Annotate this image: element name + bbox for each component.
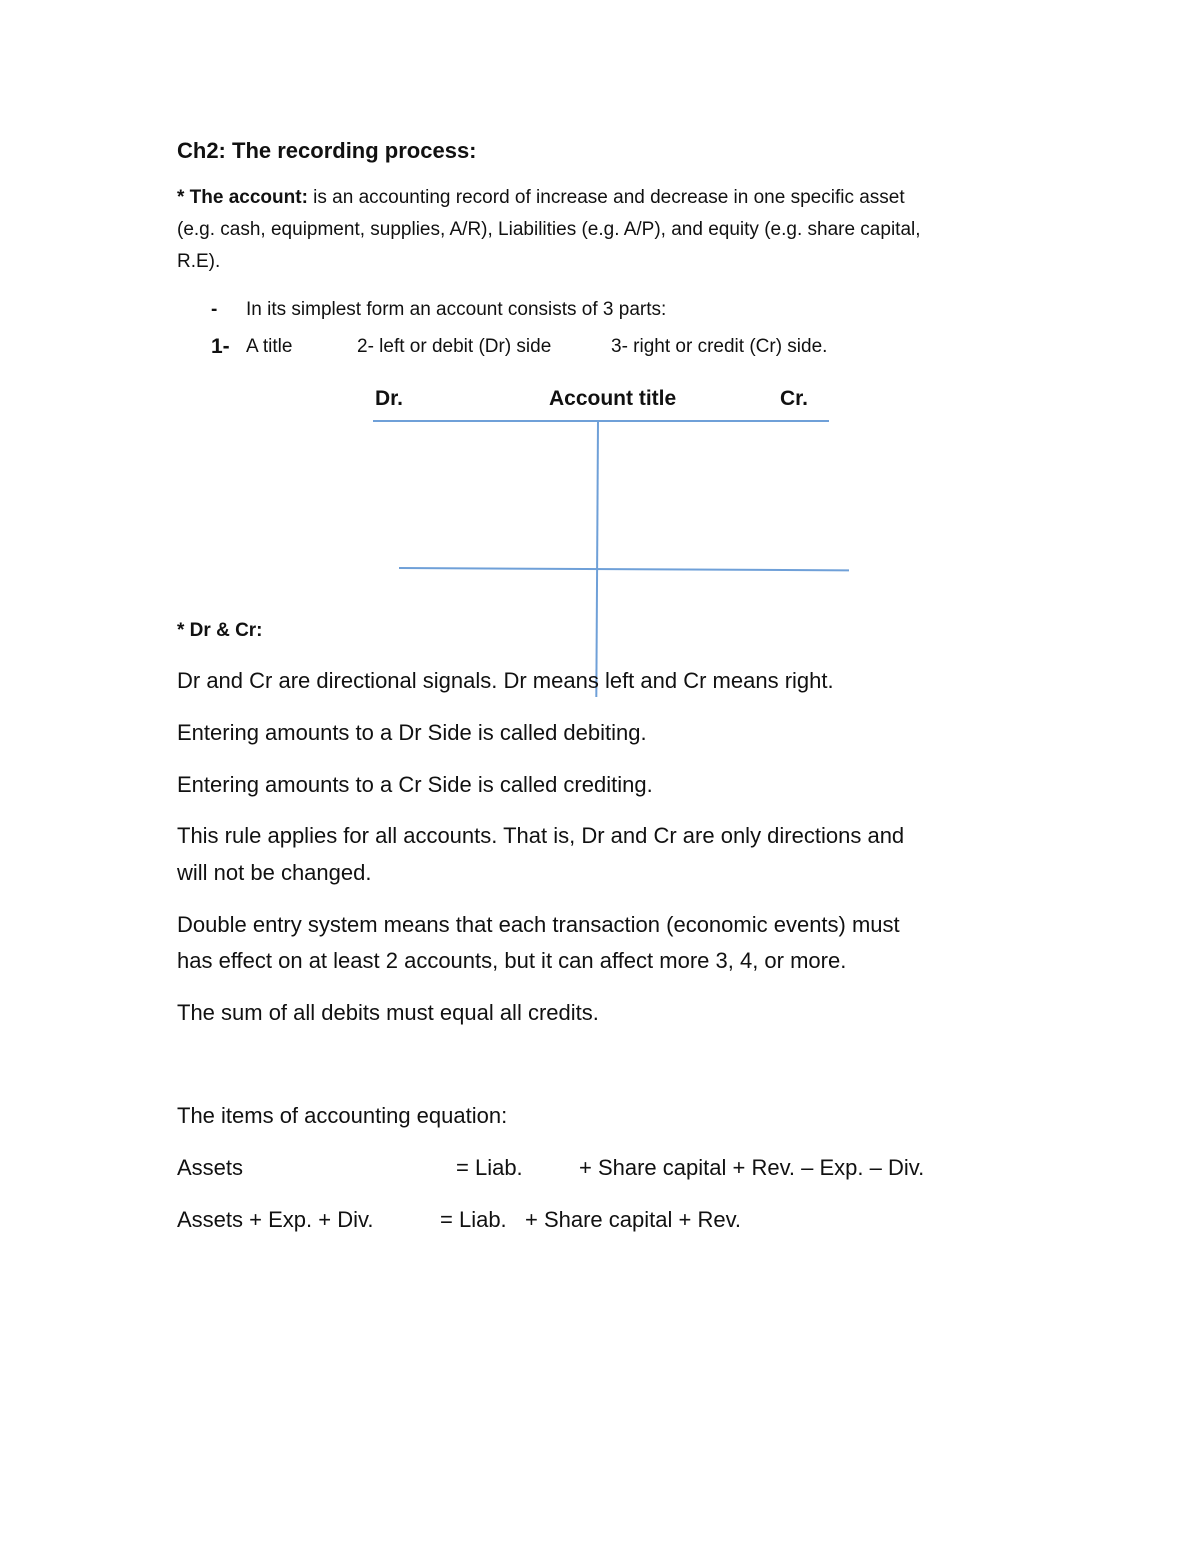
equation-heading: The items of accounting equation: [177, 1103, 508, 1128]
t-account-middle-rule [399, 567, 849, 571]
account-term: * The account: [177, 187, 308, 208]
t-account-title: Account title [549, 387, 677, 410]
t-account-cr-label: Cr. [780, 387, 809, 410]
account-definition-line1 [177, 187, 905, 209]
drcr-heading: * Dr & Cr: [177, 620, 263, 641]
drcr-paragraph-6: The sum of all debits must equal all credits. [177, 1000, 599, 1025]
drcr-paragraph-5-line2: has effect on at least 2 accounts, but it can affect more 3, 4, or more. [177, 948, 847, 973]
equation-row1-left: Assets [177, 1155, 244, 1180]
equation-row2-right: + Share capital + Rev. [525, 1207, 742, 1232]
t-account-top-rule [373, 420, 829, 422]
account-definition-text: is an accounting record of increase and decrease in one specific asset [307, 187, 905, 208]
part-debit-side: 2- left or debit (Dr) side [357, 336, 552, 357]
list-number: 1- [211, 335, 230, 358]
drcr-paragraph-4-line2: will not be changed. [177, 860, 372, 885]
t-account-vertical-rule [595, 421, 599, 697]
drcr-paragraph-1: Dr and Cr are directional signals. Dr means left and Cr means right. [177, 668, 834, 693]
equation-row2-left: Assets + Exp. + Div. [177, 1207, 374, 1232]
account-definition-line3: R.E). [177, 251, 221, 272]
equation-row2-equals: = Liab. [440, 1207, 507, 1232]
part-title: A title [246, 336, 293, 357]
drcr-paragraph-5-line1: Double entry system means that each transaction (economic events) must [177, 912, 900, 937]
equation-row1-equals: = Liab. [456, 1155, 523, 1180]
drcr-paragraph-3: Entering amounts to a Cr Side is called crediting. [177, 772, 653, 797]
equation-row1-right: + Share capital + Rev. – Exp. – Div. [579, 1155, 925, 1180]
drcr-paragraph-4-line1: This rule applies for all accounts. That is, Dr and Cr are only directions and [177, 823, 905, 848]
page-title: Ch2: The recording process: [177, 138, 477, 163]
drcr-paragraph-2: Entering amounts to a Dr Side is called debiting. [177, 720, 647, 745]
account-definition-line2: (e.g. cash, equipment, supplies, A/R), Liabilities (e.g. A/P), and equity (e.g. share capital, [177, 219, 921, 240]
bullet-dash: - [211, 299, 218, 320]
t-account-dr-label: Dr. [375, 387, 404, 410]
parts-intro: In its simplest form an account consists of 3 parts: [246, 299, 667, 320]
part-credit-side: 3- right or credit (Cr) side. [611, 336, 828, 357]
